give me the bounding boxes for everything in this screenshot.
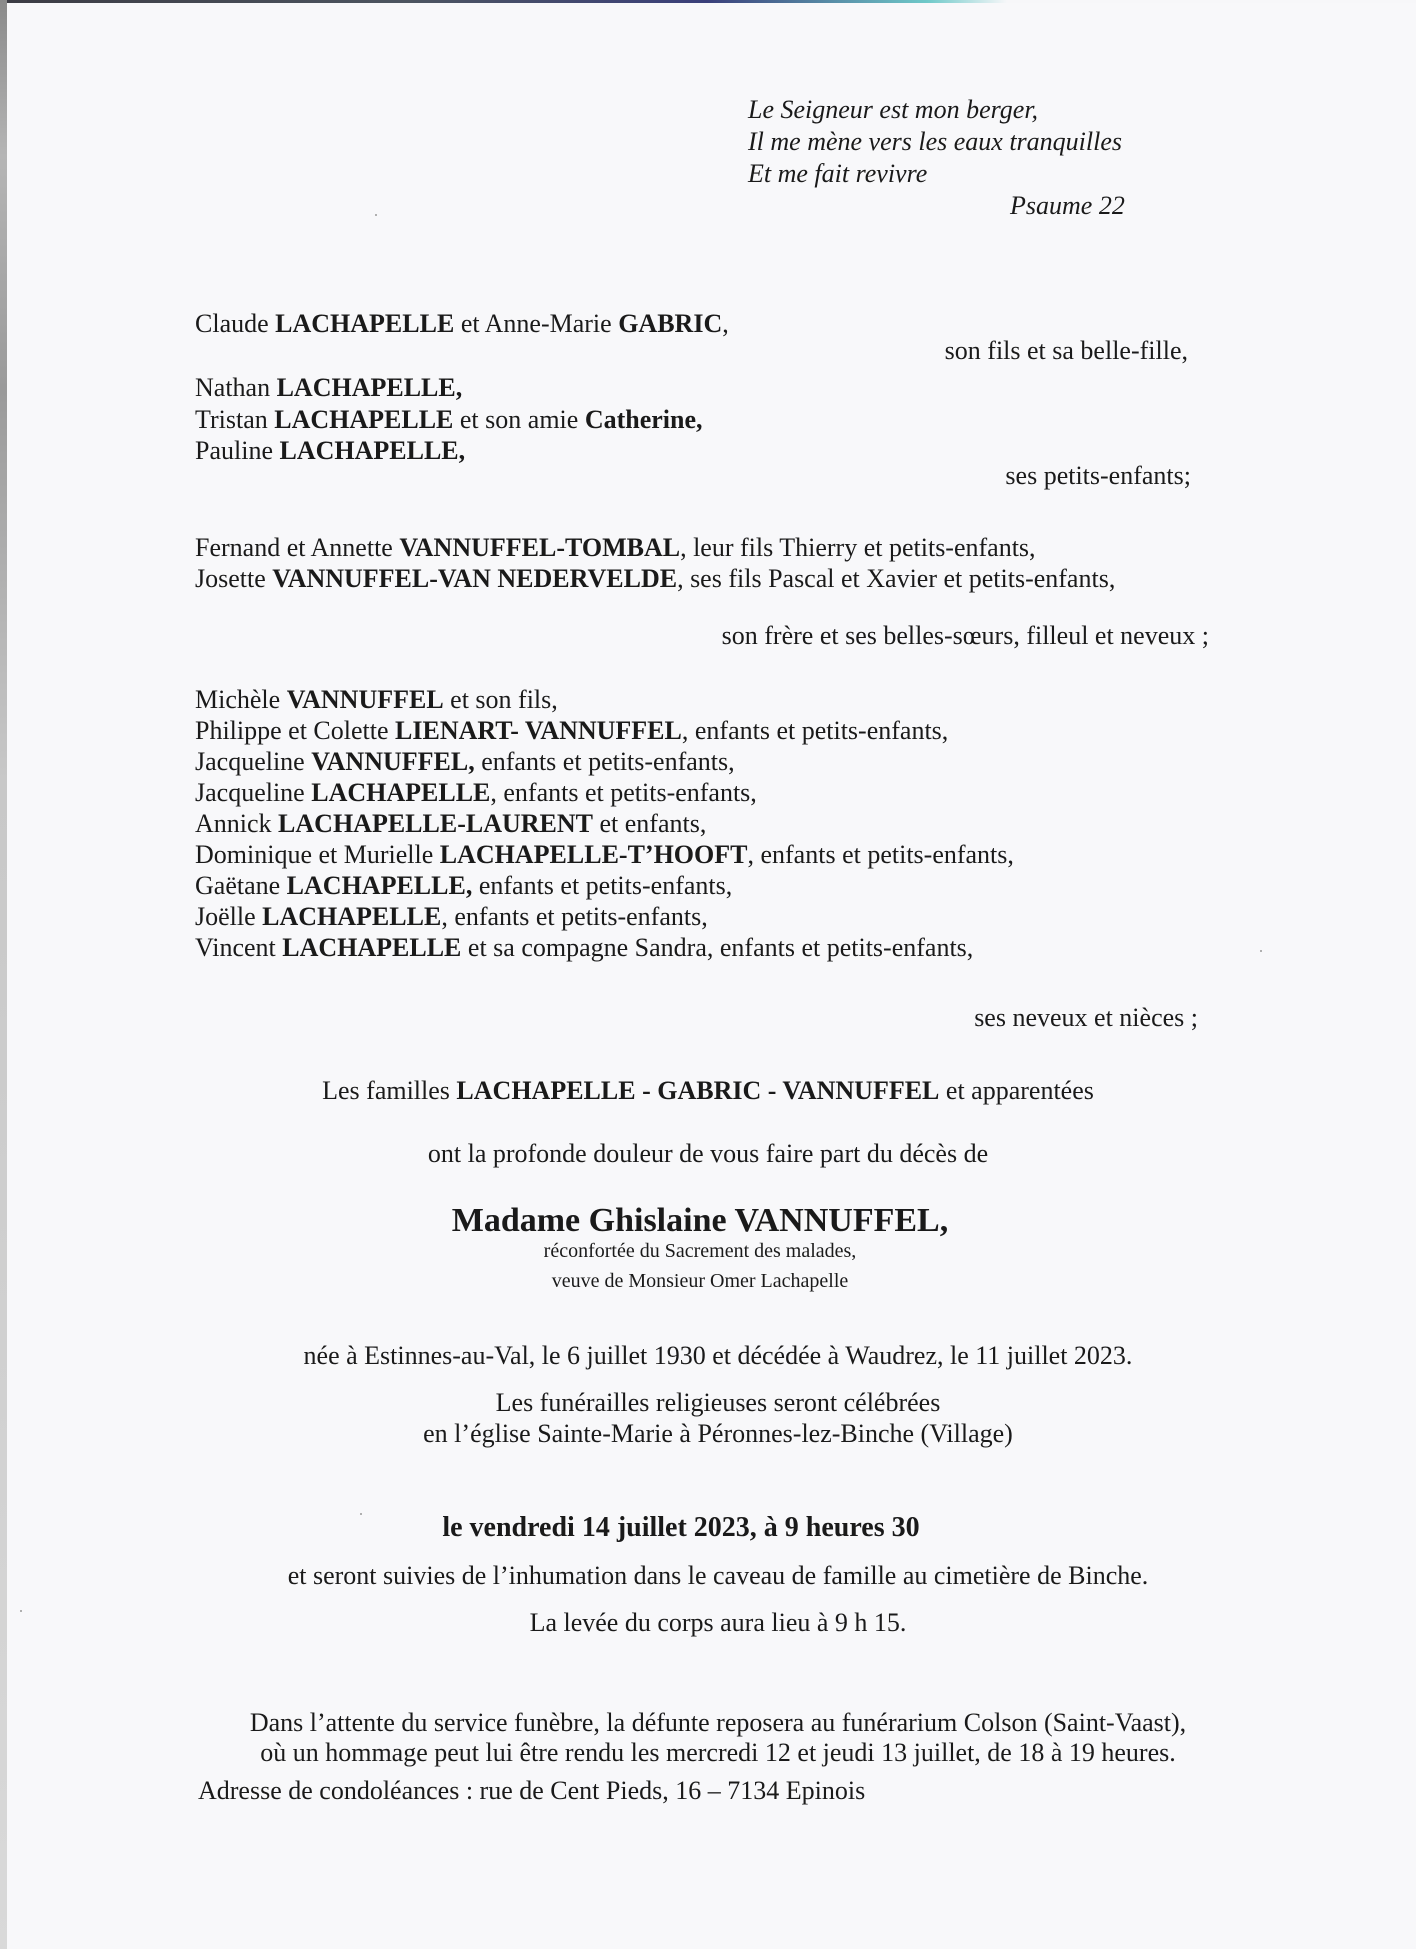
burial-text: et seront suivies de l’inhumation dans le caveau de famille au cimetière de Binche. <box>287 1561 1149 1590</box>
visitation-text: Dans l’attente du service funèbre, la défunte reposera au funérarium Colson (Saint-Vaast), <box>249 1708 1187 1737</box>
surname: LIENART- VANNUFFEL <box>395 716 682 745</box>
family-member-line: Nathan LACHAPELLE, <box>195 373 463 402</box>
epigraph-line: Et me fait revivre <box>748 159 928 188</box>
family-member-line: Vincent LACHAPELLE et sa compagne Sandra, enfants et petits-enfants, <box>195 933 974 962</box>
funeral-line: Les funérailles religieuses seront célébrées <box>495 1388 941 1417</box>
surname: VANNUFFEL-TOMBAL <box>399 533 681 562</box>
condolences-address: Adresse de condoléances : rue de Cent Pieds, 16 – 7134 Epinois <box>198 1776 866 1805</box>
family-member-line: Josette VANNUFFEL-VAN NEDERVELDE, ses fils Pascal et Xavier et petits-enfants, <box>195 564 1116 593</box>
family-member-line: Claude LACHAPELLE et Anne-Marie GABRIC, <box>195 309 729 338</box>
family-member-line: Jacqueline LACHAPELLE, enfants et petits-enfants, <box>195 778 757 807</box>
surname: LACHAPELLE, <box>279 436 466 465</box>
surname: LACHAPELLE, <box>286 871 473 900</box>
scanner-edge-left <box>0 0 7 1949</box>
obituary-page <box>7 3 1416 1949</box>
deceased-note: veuve de Monsieur Omer Lachapelle <box>551 1270 849 1292</box>
scan-speck <box>375 214 377 216</box>
deceased-note: réconfortée du Sacrement des malades, <box>543 1240 857 1262</box>
relation-label: son frère et ses belles-sœurs, filleul et neveux ; <box>721 621 1209 650</box>
funeral-line: en l’église Sainte-Marie à Péronnes-lez-Binche (Village) <box>423 1419 1013 1448</box>
family-member-line: Fernand et Annette VANNUFFEL-TOMBAL, leur fils Thierry et petits-enfants, <box>195 533 1036 562</box>
family-member-line: Dominique et Murielle LACHAPELLE-T’HOOFT, enfants et petits-enfants, <box>195 840 1014 869</box>
surname: LACHAPELLE-T’HOOFT <box>439 840 748 869</box>
scan-speck <box>1260 950 1262 952</box>
epigraph-line: Il me mène vers les eaux tranquilles <box>748 127 1123 156</box>
families-line: Les familles LACHAPELLE - GABRIC - VANNUFFEL et apparentées <box>322 1076 1094 1105</box>
family-member-line: Pauline LACHAPELLE, <box>195 436 466 465</box>
surname: VANNUFFEL <box>286 685 444 714</box>
surname: LACHAPELLE <box>262 902 442 931</box>
family-member-line: Michèle VANNUFFEL et son fils, <box>195 685 558 714</box>
deceased-name: Madame Ghislaine VANNUFFEL, <box>451 1202 949 1239</box>
surname: VANNUFFEL-VAN NEDERVELDE <box>272 564 678 593</box>
scan-speck <box>20 1610 22 1612</box>
family-member-line: Philippe et Colette LIENART- VANNUFFEL, enfants et petits-enfants, <box>195 716 949 745</box>
announcement-text: ont la profonde douleur de vous faire part du décès de <box>427 1139 989 1168</box>
birth-death-text: née à Estinnes-au-Val, le 6 juillet 1930 et décédée à Waudrez, le 11 juillet 2023. <box>303 1341 1133 1370</box>
epigraph-source: Psaume 22 <box>1010 191 1125 220</box>
relation-label: son fils et sa belle-fille, <box>944 336 1188 365</box>
relation-label: ses petits-enfants; <box>1005 461 1191 490</box>
surname: LACHAPELLE-LAURENT <box>278 809 593 838</box>
funeral-datetime: le vendredi 14 juillet 2023, à 9 heures 30 <box>442 1512 920 1543</box>
family-member-line: Jacqueline VANNUFFEL, enfants et petits-enfants, <box>195 747 735 776</box>
family-member-line: Joëlle LACHAPELLE, enfants et petits-enfants, <box>195 902 708 931</box>
scan-speck <box>360 1513 362 1515</box>
levee-text: La levée du corps aura lieu à 9 h 15. <box>529 1608 907 1637</box>
surname: LACHAPELLE <box>275 309 455 338</box>
family-names: LACHAPELLE - GABRIC - VANNUFFEL <box>456 1076 940 1105</box>
surname: LACHAPELLE <box>274 405 454 434</box>
family-member-line: Annick LACHAPELLE-LAURENT et enfants, <box>195 809 707 838</box>
epigraph-line: Le Seigneur est mon berger, <box>748 95 1039 124</box>
surname: LACHAPELLE, <box>276 373 463 402</box>
family-member-line: Gaëtane LACHAPELLE, enfants et petits-enfants, <box>195 871 733 900</box>
relation-label: ses neveux et nièces ; <box>974 1003 1198 1032</box>
surname: VANNUFFEL, <box>311 747 475 776</box>
visitation-text: où un hommage peut lui être rendu les mercredi 12 et jeudi 13 juillet, de 18 à 19 heures. <box>260 1738 1176 1767</box>
family-member-line: Tristan LACHAPELLE et son amie Catherine, <box>195 405 703 434</box>
surname: LACHAPELLE <box>282 933 462 962</box>
surname: Catherine, <box>584 405 703 434</box>
surname: LACHAPELLE <box>311 778 491 807</box>
surname: GABRIC <box>618 309 723 338</box>
